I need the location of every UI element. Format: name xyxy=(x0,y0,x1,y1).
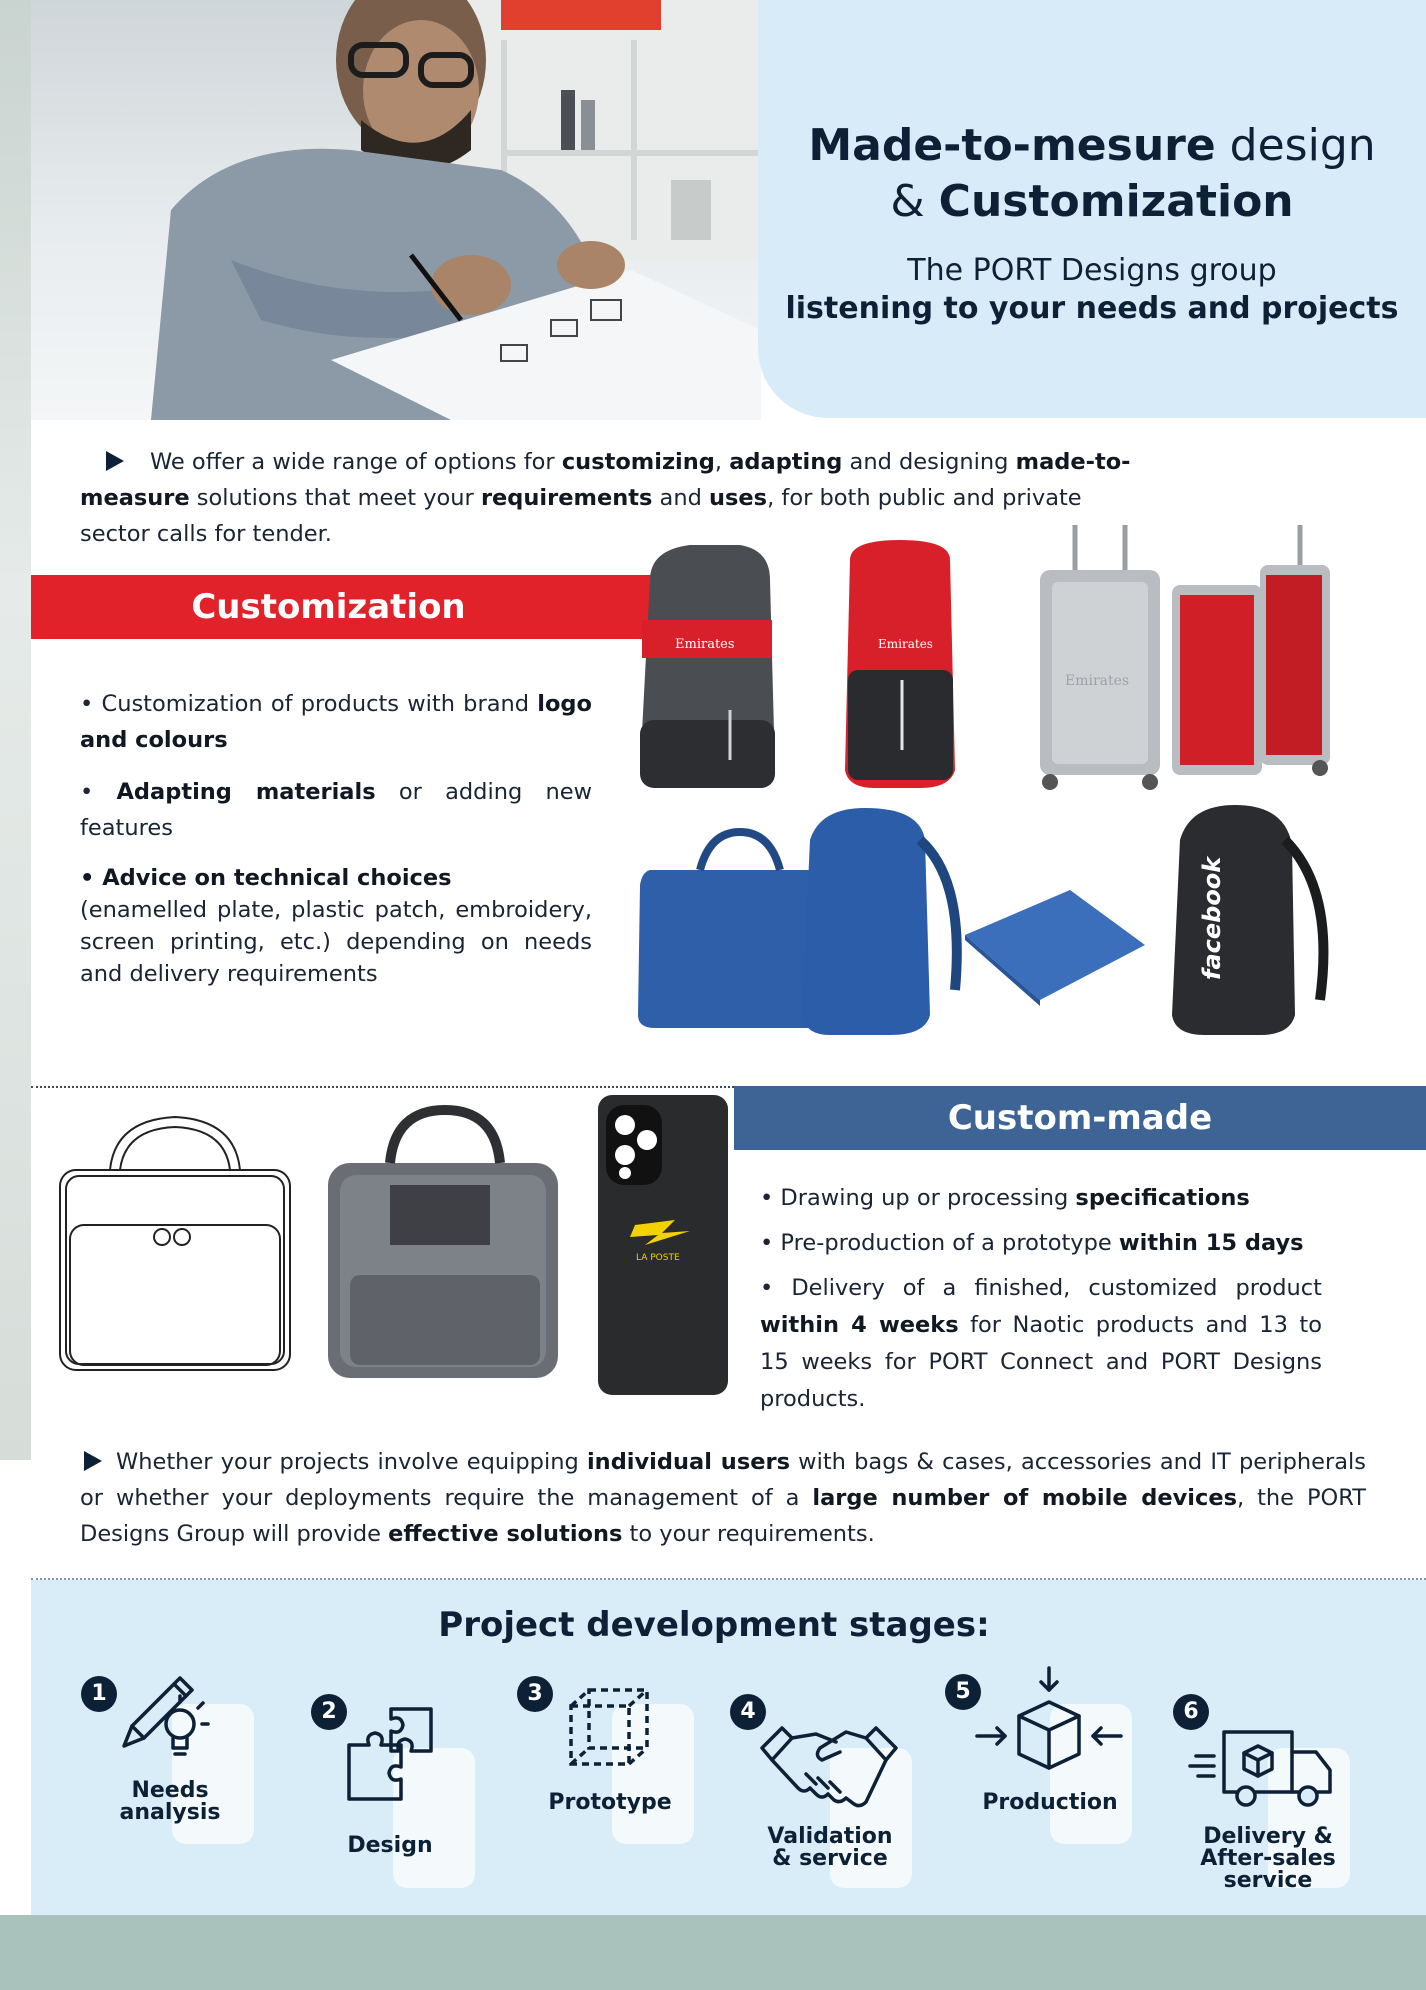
grey-laptop-bag-image xyxy=(328,1110,558,1378)
stage-6-label: Delivery & After-sales service xyxy=(1200,1824,1336,1893)
delivery-truck-icon xyxy=(1188,1726,1338,1812)
grey-red-backpack-image xyxy=(640,545,775,788)
svg-text:Emirates: Emirates xyxy=(675,637,735,652)
triangle-bullet-icon xyxy=(106,451,124,471)
custom-made-products xyxy=(50,1095,730,1395)
stage-6-number: 6 xyxy=(1173,1694,1209,1730)
stage-2-number: 2 xyxy=(311,1694,347,1730)
handshake-icon xyxy=(758,1718,900,1810)
svg-text:facebook: facebook xyxy=(1198,856,1226,980)
la-poste-phone-case-image xyxy=(598,1095,728,1395)
stages-heading: Project development stages: xyxy=(438,1605,990,1645)
subtitle-line-2: listening to your needs and projects xyxy=(785,291,1399,326)
intro-paragraph: We offer a wide range of options for customizing, adapting and designing made-to-measure solutions that meet your requirements and uses, for both public and private sector calls for tender. xyxy=(80,449,1131,547)
stage-5-label: Production xyxy=(982,1790,1118,1815)
triangle-bullet-icon xyxy=(84,1451,102,1471)
silver-suitcase-image xyxy=(1040,525,1160,790)
custom-made-item-2: • Pre-production of a prototype within 15 days xyxy=(760,1230,1304,1256)
blue-sleeve-image xyxy=(965,890,1145,1006)
footer-band xyxy=(0,1915,1426,1990)
section-divider-1 xyxy=(31,1086,734,1088)
svg-text:Emirates: Emirates xyxy=(878,637,933,651)
page-subtitle xyxy=(758,252,1426,328)
red-backpack-image xyxy=(845,540,955,788)
black-facebook-backpack-image xyxy=(1172,805,1323,1035)
custom-made-item-3: • Delivery of a finished, customized product within 4 weeks for Naotic products and 13 to 15 weeks for PORT Connect and PORT Designs products. xyxy=(760,1275,1322,1412)
lightbulb-pencil-icon xyxy=(118,1666,218,1766)
subtitle-line-1: The PORT Designs group xyxy=(907,253,1277,288)
stage-1-number: 1 xyxy=(81,1676,117,1712)
custom-made-heading: Custom-made xyxy=(947,1098,1213,1138)
customization-item-1: • Customization of products with brand logo and colours xyxy=(80,691,592,753)
left-photo-strip xyxy=(0,0,31,1460)
hero-photo-designer-sketching xyxy=(31,0,761,420)
stage-4-number: 4 xyxy=(730,1694,766,1730)
page-title: Made-to-mesure design & Customization xyxy=(808,120,1376,227)
laptop-bag-sketch-image xyxy=(60,1117,290,1370)
stage-3-label: Prototype xyxy=(548,1790,672,1815)
customized-products-bottom-row xyxy=(620,800,1360,1050)
outro-paragraph: Whether your projects involve equipping individual users with bags & cases, accessories and IT peripherals or whether your deployments require the management of a large number of mobile devices, the PORT Designs Group will provide effective solutions to your requirements. xyxy=(80,1449,1367,1547)
blue-backpack-image xyxy=(802,808,957,1035)
customization-item-3: • Advice on technical choices (enamelled plate, plastic patch, embroidery, screen printing, etc.) depending on needs and delivery requirements xyxy=(80,865,592,987)
open-red-suitcase-image xyxy=(1172,525,1330,776)
stage-3-number: 3 xyxy=(517,1676,553,1712)
stage-1-label: Needs analysis xyxy=(119,1778,221,1825)
stage-4-label: Validation & service xyxy=(767,1824,893,1871)
stage-2-label: Design xyxy=(347,1833,433,1858)
svg-text:Emirates: Emirates xyxy=(1065,673,1130,689)
box-arrows-icon xyxy=(975,1666,1123,1782)
customized-products-top-row xyxy=(620,520,1360,800)
customization-list xyxy=(80,686,592,1006)
stage-5-number: 5 xyxy=(945,1674,981,1710)
wireframe-cube-icon xyxy=(565,1684,655,1774)
custom-made-list xyxy=(760,1180,1322,1426)
svg-text:LA POSTE: LA POSTE xyxy=(636,1253,680,1263)
custom-made-item-1: • Drawing up or processing specifications xyxy=(760,1185,1250,1211)
customization-heading: Customization xyxy=(191,587,466,627)
customization-item-2: • Adapting materials or adding new features xyxy=(80,779,592,841)
puzzle-icon xyxy=(345,1705,435,1805)
